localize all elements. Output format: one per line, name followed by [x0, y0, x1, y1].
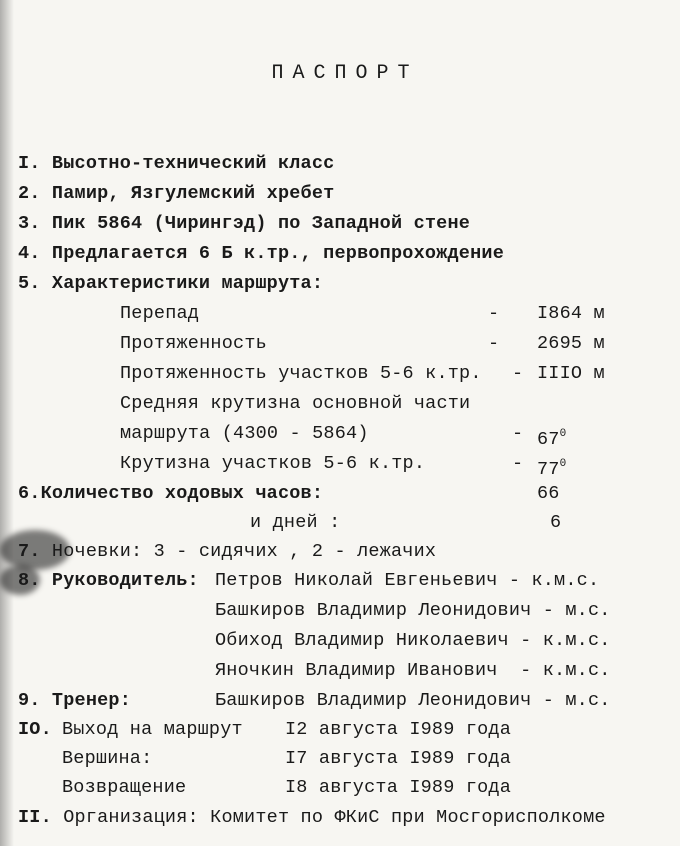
item-number: 4.	[18, 243, 41, 264]
leader-name: Яночкин Владимир Иванович - к.м.с.	[215, 660, 611, 681]
item-10-number	[18, 718, 52, 742]
item-number: 3.	[18, 213, 41, 234]
item-number: 9.	[18, 690, 41, 711]
schedule-label: Вершина:	[62, 748, 153, 769]
char-value: IIIO м	[537, 363, 605, 384]
char-value: 2695 м	[537, 333, 605, 354]
item-7	[18, 540, 436, 564]
angle-value: 77	[537, 459, 560, 480]
item-text: Характеристики маршрута:	[51, 273, 324, 294]
item-1	[18, 152, 334, 176]
degree-sup: 0	[559, 428, 567, 440]
char-label: Протяженность участков 5-6 к.тр.	[120, 363, 482, 384]
char-value	[537, 452, 566, 482]
item-number: 2.	[18, 183, 41, 204]
char-label: Средняя крутизна основной части	[120, 393, 471, 414]
leader-name: Обиход Владимир Николаевич - к.м.с.	[215, 630, 611, 651]
schedule-date: I7 августа I989 года	[285, 748, 512, 769]
char-dash: -	[512, 363, 524, 384]
item-11	[18, 806, 606, 830]
hours-value: 66	[537, 483, 560, 504]
item-number: I.	[18, 153, 41, 174]
schedule-date: I8 августа I989 года	[285, 777, 512, 798]
char-label: Перепад	[120, 303, 200, 324]
item-text: Высотно-технический класс	[51, 153, 335, 174]
schedule-label: Выход на маршрут	[62, 719, 243, 740]
item-text: Количество ходовых часов:	[40, 483, 324, 504]
item-number: 8.	[18, 570, 41, 591]
char-label: Протяженность	[120, 333, 267, 354]
days-value: 6	[550, 512, 562, 533]
trainer-name: Башкиров Владимир Леонидович - м.с.	[215, 690, 611, 711]
leader-name: Башкиров Владимир Леонидович - м.с.	[215, 600, 611, 621]
item-number: 7.	[18, 541, 41, 562]
leader-name: Петров Николай Евгеньевич - к.м.с.	[215, 570, 600, 591]
item-number: II.	[18, 807, 52, 828]
item-text: Ночевки: 3 - сидячих , 2 - лежачих	[51, 541, 437, 562]
schedule-label: Возвращение	[62, 777, 187, 798]
angle-value: 67	[537, 429, 560, 450]
item-text: Предлагается 6 Б к.тр., первопрохождение	[51, 243, 504, 264]
item-number: IO.	[18, 719, 52, 740]
item-6	[18, 482, 323, 506]
days-label: и дней :	[250, 512, 341, 533]
char-dash: -	[488, 303, 500, 324]
item-9	[18, 689, 131, 713]
item-number: 6.	[18, 483, 41, 504]
char-label: маршрута (4300 - 5864)	[120, 423, 369, 444]
char-dash: -	[512, 453, 524, 474]
char-dash: -	[488, 333, 500, 354]
item-text: Пик 5864 (Чирингэд) по Западной стене	[51, 213, 471, 234]
item-text: Организация: Комитет по ФКиС при Мосгорисполкоме	[63, 807, 606, 828]
char-label: Крутизна участков 5-6 к.тр.	[120, 453, 426, 474]
page-title: ПАСПОРТ	[271, 62, 419, 85]
item-2	[18, 182, 334, 206]
item-number: 5.	[18, 273, 41, 294]
item-8	[18, 569, 199, 593]
schedule-date: I2 августа I989 года	[285, 719, 512, 740]
scan-edge-shadow	[0, 0, 14, 846]
item-4	[18, 242, 504, 266]
char-value: I864 м	[537, 303, 605, 324]
item-label: Руководитель:	[51, 570, 199, 591]
item-5	[18, 272, 323, 296]
item-label: Тренер:	[51, 690, 132, 711]
degree-sup: 0	[559, 458, 567, 470]
item-text: Памир, Язгулемский хребет	[51, 183, 335, 204]
char-value	[537, 422, 566, 452]
char-dash: -	[512, 423, 524, 444]
item-3	[18, 212, 470, 236]
